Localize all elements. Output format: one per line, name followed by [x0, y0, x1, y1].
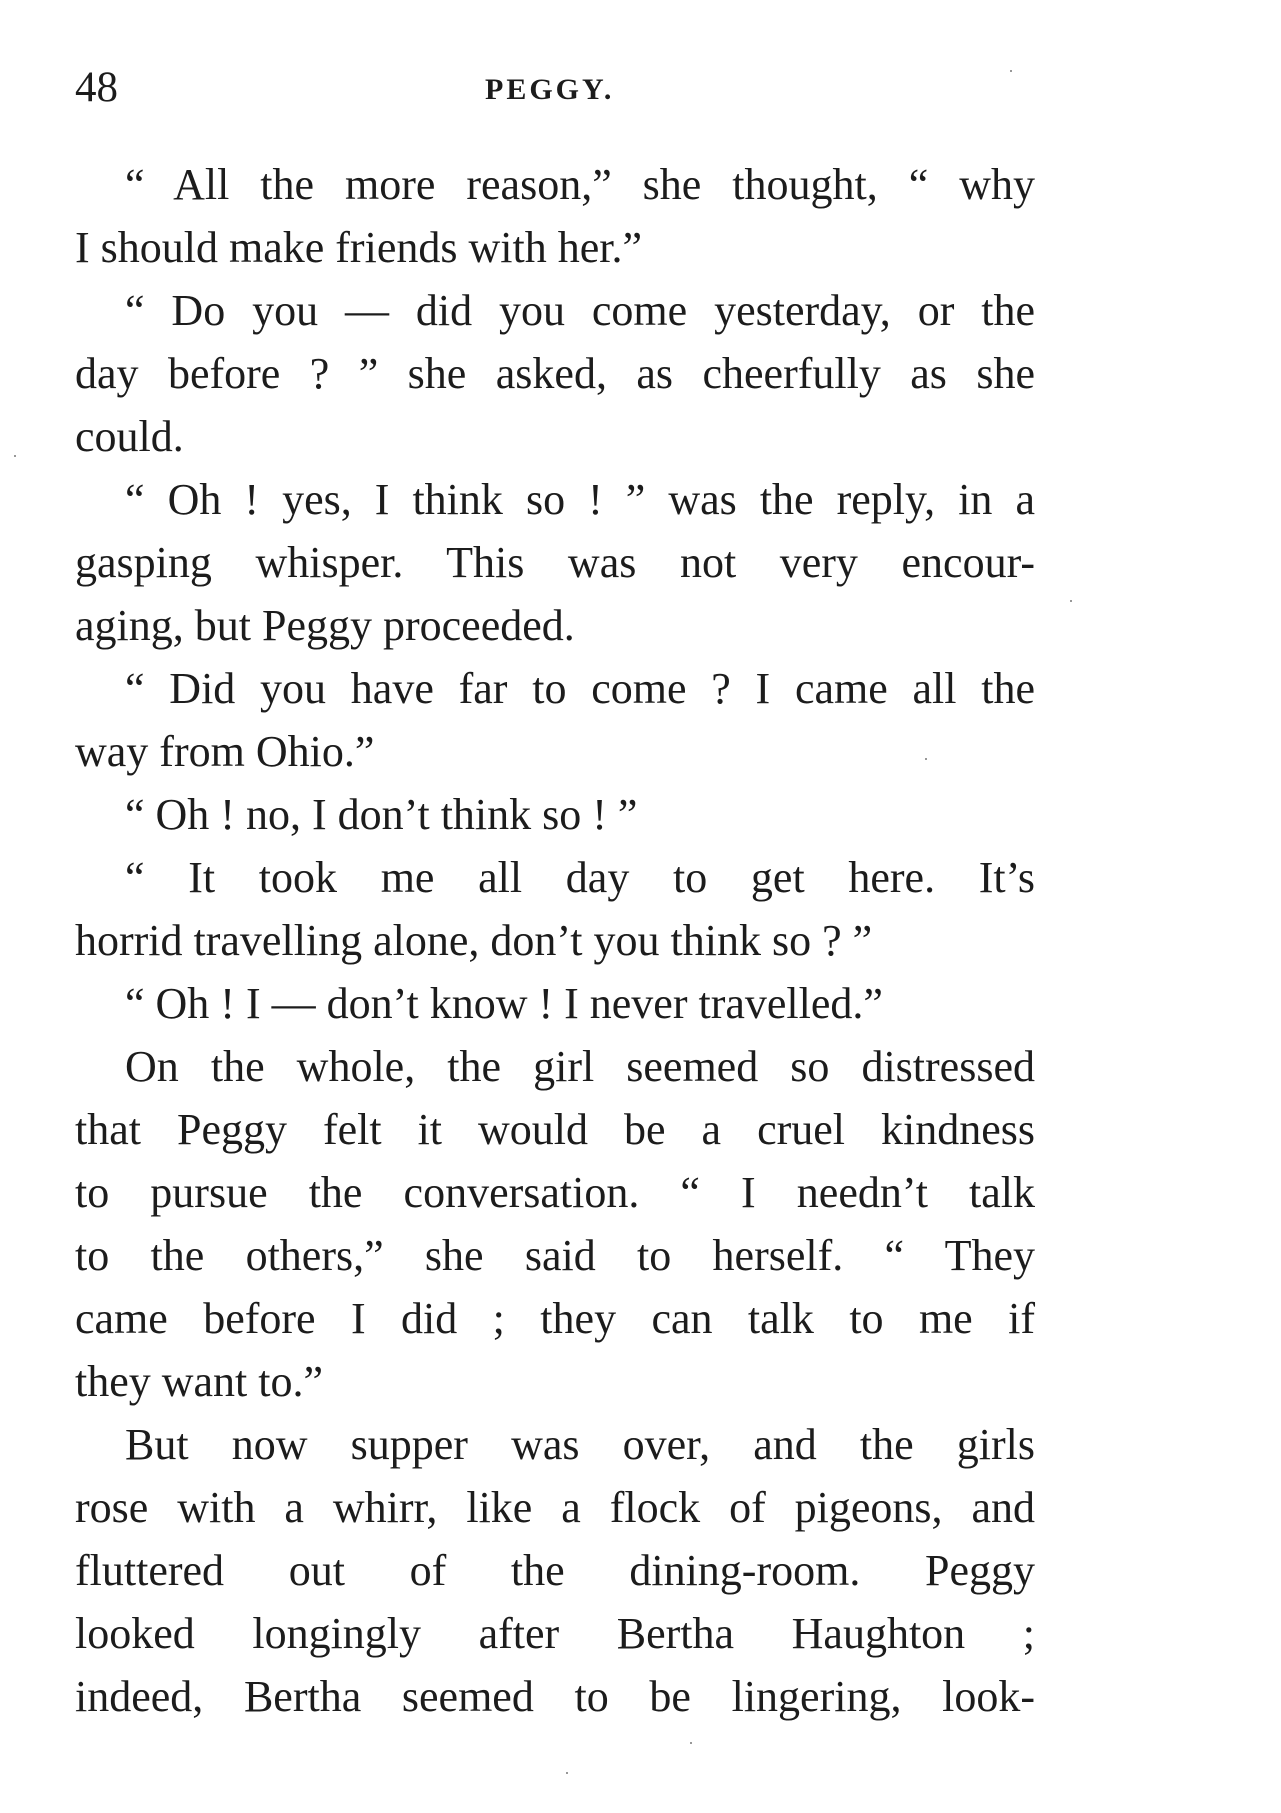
text-line: fluttered out of the dining-room. Peggy [75, 1546, 1035, 1595]
text-line: horrid travelling alone, don’t you think so ? ” [75, 916, 873, 965]
page-header [75, 58, 1035, 118]
text-line: indeed, Bertha seemed to be lingering, look- [75, 1672, 1035, 1721]
text-line: rose with a whirr, like a flock of pigeons, and [75, 1483, 1035, 1532]
paper-speck [690, 1742, 692, 1744]
text-line: “ Did you have far to come ? I came all the [125, 664, 1035, 713]
text-line: “ Oh ! I — don’t know ! I never travelled.” [125, 979, 883, 1028]
paper-speck [14, 455, 16, 457]
text-line: that Peggy felt it would be a cruel kindness [75, 1105, 1035, 1154]
paper-speck [566, 1772, 568, 1774]
text-line: “ Oh ! no, I don’t think so ! ” [125, 790, 638, 839]
text-line: “ Do you — did you come yesterday, or the [125, 286, 1035, 335]
text-line: gasping whisper. This was not very encour- [75, 538, 1035, 587]
text-line: day before ? ” she asked, as cheerfully as she [75, 349, 1035, 398]
text-line: could. [75, 412, 184, 461]
text-line: I should make friends with her.” [75, 223, 642, 272]
text-line: “ Oh ! yes, I think so ! ” was the reply, in a [125, 475, 1035, 524]
text-line: But now supper was over, and the girls [125, 1420, 1035, 1469]
text-line: aging, but Peggy proceeded. [75, 601, 575, 650]
paper-speck [1010, 70, 1012, 72]
text-line: looked longingly after Bertha Haughton ; [75, 1609, 1035, 1658]
text-line: “ All the more reason,” she thought, “ why [125, 160, 1035, 209]
text-line: to pursue the conversation. “ I needn’t talk [75, 1168, 1035, 1217]
paper-speck [1070, 600, 1072, 602]
body-text [75, 153, 1035, 1728]
running-head: PEGGY. [485, 73, 615, 106]
text-line: they want to.” [75, 1357, 324, 1406]
text-line: On the whole, the girl seemed so distressed [125, 1042, 1035, 1091]
text-line: came before I did ; they can talk to me if [75, 1294, 1035, 1343]
text-line: “ It took me all day to get here. It’s [125, 853, 1035, 902]
paper-speck [925, 758, 927, 760]
text-line: way from Ohio.” [75, 727, 375, 776]
text-line: to the others,” she said to herself. “ They [75, 1231, 1035, 1280]
page-number: 48 [75, 64, 118, 111]
